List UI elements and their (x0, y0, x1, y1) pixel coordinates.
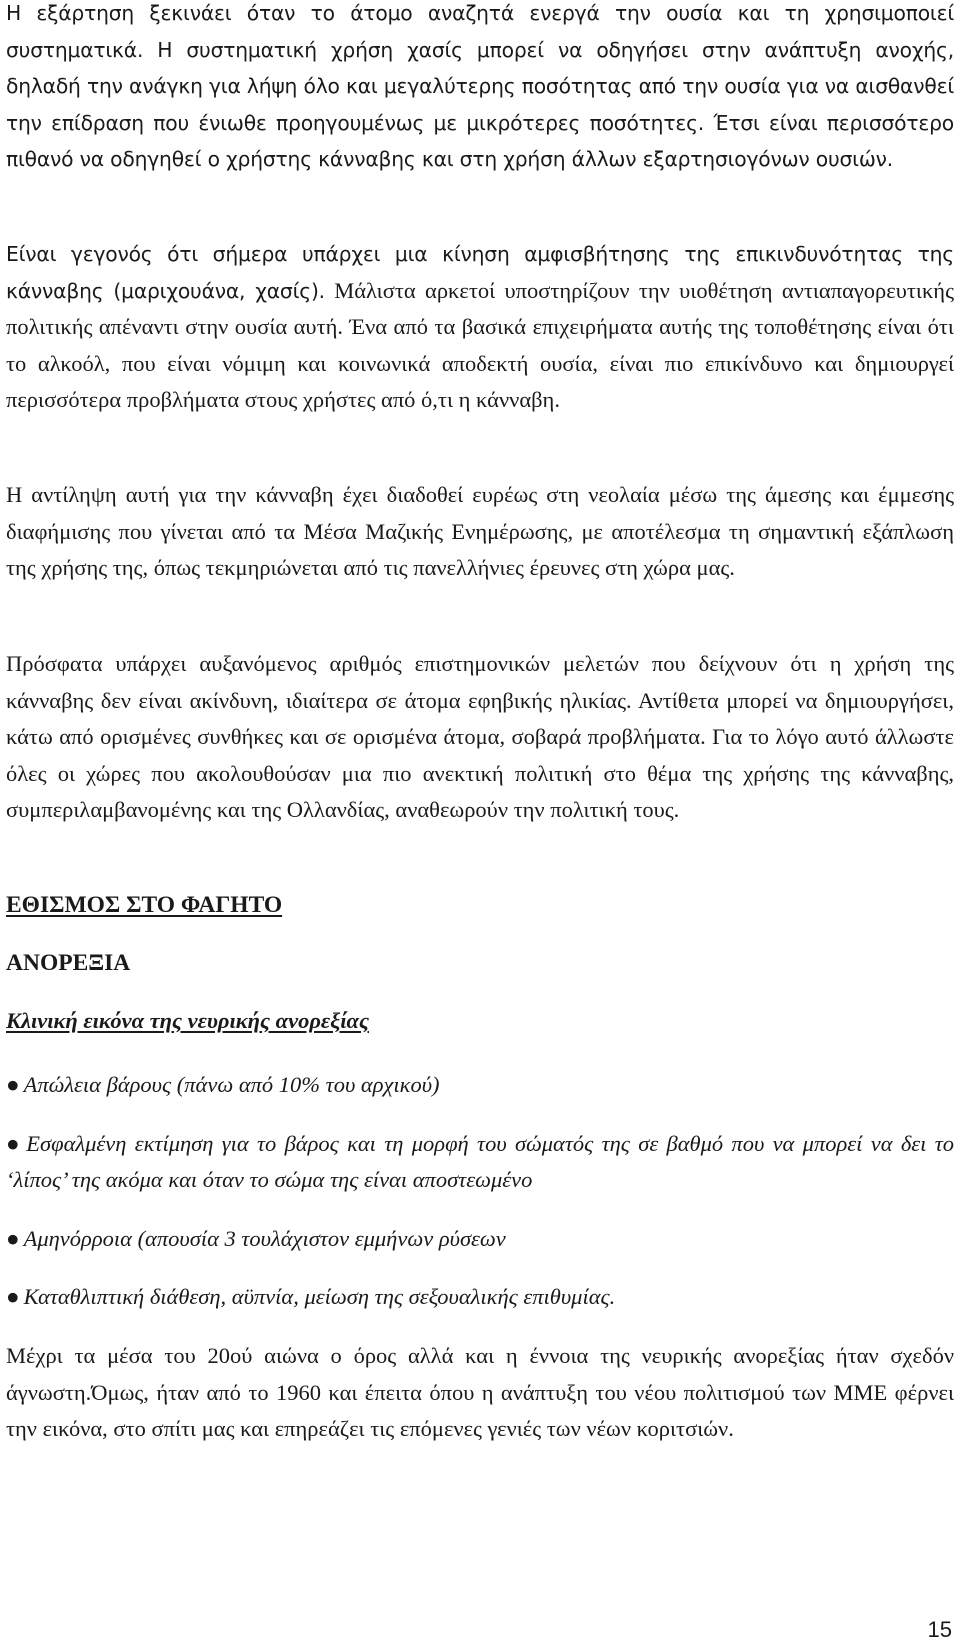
list-item-text: Καταθλιπτική διάθεση, αϋπνία, μείωση της σεξουαλικής επιθυμίας. (23, 1284, 616, 1309)
heading-clinical-picture: Κλινική εικόνα της νευρικής ανορεξίας (6, 1008, 369, 1033)
paragraph-anorexia-history: Μέχρι τα μέσα του 20ού αιώνα ο όρος αλλά και η έννοια της νευρικής ανορεξίας ήταν σχεδόν άγνωστη.Όμως, ήταν από το 1960 και έπειτα όπου η ανάπτυξη του νέου πολιτισμού των ΜΜΕ φέρνει την εικόνα, στο σπίτι μας και επηρεάζει τις επόμενες γενιές των νέων κοριτσιών. (6, 1343, 954, 1441)
list-item-text: Αμηνόρροια (απουσία 3 τουλάχιστον εμμήνων ρύσεων (23, 1225, 506, 1251)
list-item (6, 1279, 954, 1316)
bullet-icon: ● (6, 1225, 20, 1251)
list-item-text: Απώλεια βάρους (πάνω από 10% του αρχικού) (23, 1072, 440, 1097)
symptom-list (6, 1067, 954, 1338)
paragraph-cannabis-debate (6, 236, 954, 419)
list-item (6, 1221, 954, 1258)
list-item (6, 1067, 954, 1104)
paragraph-cannabis-debate-sans-part: Είναι γεγονός ότι σήμερα υπάρχει μια κίνηση αμφισβήτησης της επικινδυνότητας της κάνναβης (μαριχουάνα, χασίς). (6, 242, 954, 303)
heading-anorexia: ΑΝΟΡΕΞΙΑ (6, 950, 131, 976)
list-item-text: Εσφαλμένη εκτίμηση για το βάρος και τη μορφή του σώματός της σε βαθμό που να μπορεί να δει το ‘λίπος’ της ακόμα και όταν το σώμα της είναι αποστεωμένο (6, 1130, 955, 1192)
paragraph-cannabis-debate-serif-part: Μάλιστα αρκετοί υποστηρίζουν την υιοθέτηση αντιαπαγορευτικής πολιτικής απέναντι στην ουσία αυτή. Ένα από τα βασικά επιχειρήματα αυτής της τοποθέτησης είναι ότι το αλκοόλ, που είναι νόμιμη και κοινωνικά αποδεκτή ουσία, είναι πιο επικίνδυνο και δημιουργεί περισσότερα προβλήματα στους χρήστες από ό,τι η κάνναβη. (6, 277, 954, 412)
bullet-icon: ● (6, 1072, 20, 1097)
paragraph-recent-studies: Πρόσφατα υπάρχει αυξανόμενος αριθμός επιστημονικών μελετών που δείχνουν ότι η χρήση της κάνναβης δεν είναι ακίνδυνη, ιδιαίτερα σε άτομα εφηβικής ηλικίας. Αντίθετα μπορεί να δημιουργήσει, κάτω από ορισμένες συνθήκες και σε ορισμένα άτομα, σοβαρά προβλήματα. Για το λόγο αυτό άλλωστε όλες οι χώρες που ακολουθούσαν μια πιο ανεκτική πολιτική στο θέμα της χρήσης της κάνναβης, συμπεριλαμβανομένης και της Ολλανδίας, αναθεωρούν την πολιτική τους. (6, 651, 954, 822)
heading-food-addiction: ΕΘΙΣΜΟΣ ΣΤΟ ΦΑΓΗΤΟ (6, 892, 283, 918)
bullet-icon: ● (6, 1284, 20, 1309)
bullet-icon: ● (6, 1130, 23, 1156)
list-item (6, 1126, 954, 1199)
page-number: 15 (927, 1617, 952, 1642)
paragraph-media-perception: Η αντίληψη αυτή για την κάνναβη έχει διαδοθεί ευρέως στη νεολαία μέσω της άμεσης και έμμεσης διαφήμισης που γίνεται από τα Μέσα Μαζικής Ενημέρωσης, με αποτέλεσμα τη σημαντική εξάπλωση της χρήσης της, όπως τεκμηριώνεται από τις πανελλήνιες έρευνες στη χώρα μας. (6, 482, 954, 580)
paragraph-dependence: Η εξάρτηση ξεκινάει όταν το άτομο αναζητά ενεργά την ουσία και τη χρησιμοποιεί συστηματικά. Η συστηματική χρήση χασίς μπορεί να οδηγήσει στην ανάπτυξη ανοχής, δηλαδή την ανάγκη για λήψη όλο και μεγαλύτερης ποσότητας από την ουσία για να αισθανθεί την επίδραση που ένιωθε προηγουμένως με μικρότερες ποσότητες. Έτσι είναι περισσότερο πιθανό να οδηγηθεί ο χρήστης κάνναβης και στη χρήση άλλων εξαρτησιογόνων ουσιών. (6, 1, 954, 171)
